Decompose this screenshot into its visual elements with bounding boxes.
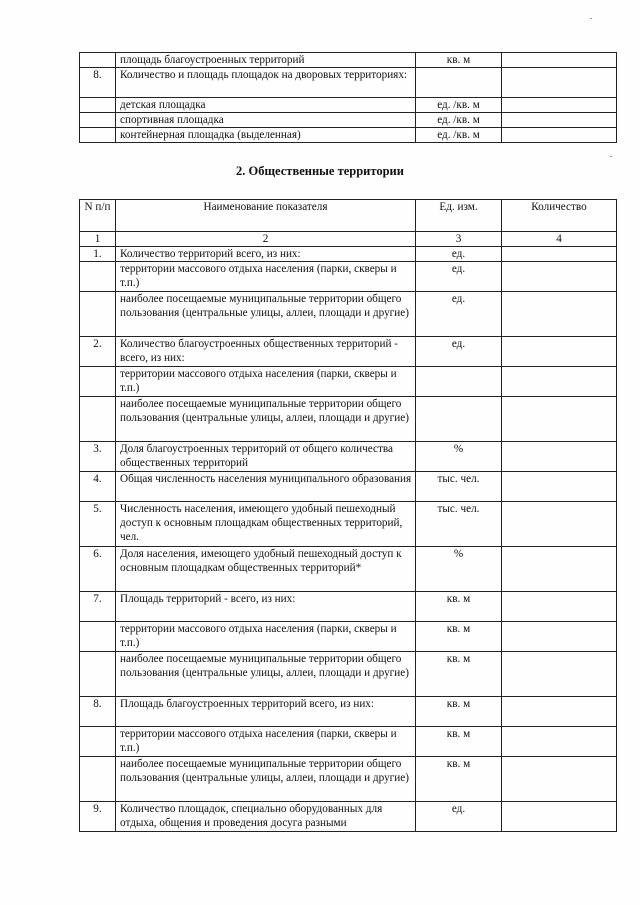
indicator-name: площадь благоустроенных территорий xyxy=(116,53,416,68)
quantity-cell xyxy=(502,247,617,262)
unit-cell: кв. м xyxy=(416,652,502,697)
table-row xyxy=(80,727,617,757)
row-number xyxy=(80,757,116,802)
table-row xyxy=(80,802,617,832)
indicator-name: наиболее посещаемые муниципальные территории общего пользования (центральные улицы, аллеи, площади и другие) xyxy=(116,757,416,802)
unit-cell: ед. xyxy=(416,292,502,337)
table-row xyxy=(80,592,617,622)
unit-cell: кв. м xyxy=(416,757,502,802)
quantity-cell xyxy=(502,727,617,757)
quantity-cell xyxy=(502,547,617,592)
unit-cell xyxy=(416,367,502,397)
indicator-name: Общая численность населения муниципального образования xyxy=(116,472,416,502)
column-number: 2 xyxy=(116,232,416,247)
quantity-cell xyxy=(502,622,617,652)
header-row xyxy=(80,200,617,232)
table-row xyxy=(80,128,617,143)
table-row xyxy=(80,367,617,397)
row-number xyxy=(80,262,116,292)
table-row xyxy=(80,547,617,592)
column-number: 3 xyxy=(416,232,502,247)
unit-cell: ед. /кв. м xyxy=(416,98,502,113)
indicator-name: наиболее посещаемые муниципальные территории общего пользования (центральные улицы, аллеи, площади и другие) xyxy=(116,397,416,442)
table-row xyxy=(80,262,617,292)
unit-cell: ед. /кв. м xyxy=(416,113,502,128)
quantity-cell xyxy=(502,53,617,68)
row-number xyxy=(80,652,116,697)
unit-cell: кв. м xyxy=(416,622,502,652)
unit-cell: кв. м xyxy=(416,697,502,727)
table-row xyxy=(80,622,617,652)
table-row xyxy=(80,247,617,262)
unit-cell: ед. xyxy=(416,802,502,832)
quantity-cell xyxy=(502,98,617,113)
quantity-cell xyxy=(502,337,617,367)
top-table xyxy=(79,52,617,143)
indicator-name: Площадь благоустроенных территорий всего, из них: xyxy=(116,697,416,727)
table-row xyxy=(80,652,617,697)
column-number: 1 xyxy=(80,232,116,247)
unit-cell: ед. xyxy=(416,262,502,292)
table-row xyxy=(80,757,617,802)
indicator-name: Количество площадок, специально оборудованных для отдыха, общения и проведения досуга разными xyxy=(116,802,416,832)
row-number xyxy=(80,622,116,652)
table-row xyxy=(80,442,617,472)
unit-cell xyxy=(416,68,502,98)
quantity-cell xyxy=(502,652,617,697)
row-number: 6. xyxy=(80,547,116,592)
quantity-cell xyxy=(502,592,617,622)
indicator-name: Количество и площадь площадок на дворовых территориях: xyxy=(116,68,416,98)
row-number: 8. xyxy=(80,68,116,98)
quantity-cell xyxy=(502,128,617,143)
row-number: 7. xyxy=(80,592,116,622)
row-number: 3. xyxy=(80,442,116,472)
quantity-cell xyxy=(502,367,617,397)
quantity-cell xyxy=(502,502,617,547)
unit-cell: кв. м xyxy=(416,727,502,757)
row-number xyxy=(80,113,116,128)
table-row xyxy=(80,472,617,502)
row-number xyxy=(80,367,116,397)
scan-speck xyxy=(610,156,612,157)
indicator-name: контейнерная площадка (выделенная) xyxy=(116,128,416,143)
unit-cell: % xyxy=(416,442,502,472)
quantity-cell xyxy=(502,697,617,727)
row-number xyxy=(80,128,116,143)
quantity-cell xyxy=(502,397,617,442)
indicator-name: наиболее посещаемые муниципальные территории общего пользования (центральные улицы, аллеи, площади и другие) xyxy=(116,292,416,337)
indicator-name: Численность населения, имеющего удобный пешеходный доступ к основным площадкам общественных территорий, чел. xyxy=(116,502,416,547)
header-unit: Ед. изм. xyxy=(416,200,502,232)
unit-cell: кв. м xyxy=(416,592,502,622)
quantity-cell xyxy=(502,262,617,292)
column-number: 4 xyxy=(502,232,617,247)
indicator-name: территории массового отдыха населения (парки, скверы и т.п.) xyxy=(116,622,416,652)
quantity-cell xyxy=(502,757,617,802)
quantity-cell xyxy=(502,292,617,337)
row-number xyxy=(80,98,116,113)
indicator-name: территории массового отдыха населения (парки, скверы и т.п.) xyxy=(116,367,416,397)
indicator-name: Доля благоустроенных территорий от общего количества общественных территорий xyxy=(116,442,416,472)
unit-cell: тыс. чел. xyxy=(416,502,502,547)
unit-cell xyxy=(416,397,502,442)
indicator-name: детская площадка xyxy=(116,98,416,113)
header-qty: Количество xyxy=(502,200,617,232)
row-number: 4. xyxy=(80,472,116,502)
row-number xyxy=(80,292,116,337)
quantity-cell xyxy=(502,113,617,128)
indicators-table xyxy=(79,199,617,832)
indicator-name: территории массового отдыха населения (парки, скверы и т.п.) xyxy=(116,727,416,757)
quantity-cell xyxy=(502,802,617,832)
table-row xyxy=(80,697,617,727)
indicator-name: Количество территорий всего, из них: xyxy=(116,247,416,262)
quantity-cell xyxy=(502,442,617,472)
row-number: 9. xyxy=(80,802,116,832)
header-name: Наименование показателя xyxy=(116,200,416,232)
indicator-name: спортивная площадка xyxy=(116,113,416,128)
unit-cell: кв. м xyxy=(416,53,502,68)
row-number: 8. xyxy=(80,697,116,727)
table-row xyxy=(80,113,617,128)
indicator-name: Количество благоустроенных общественных территорий - всего, из них: xyxy=(116,337,416,367)
unit-cell: тыс. чел. xyxy=(416,472,502,502)
table-row xyxy=(80,292,617,337)
header-num: N п/п xyxy=(80,200,116,232)
table-row xyxy=(80,68,617,98)
row-number xyxy=(80,53,116,68)
scan-speck xyxy=(590,18,592,19)
table-row xyxy=(80,98,617,113)
row-number: 5. xyxy=(80,502,116,547)
unit-cell: ед. /кв. м xyxy=(416,128,502,143)
section-title: 2. Общественные территории xyxy=(236,164,404,178)
quantity-cell xyxy=(502,68,617,98)
unit-cell: ед. xyxy=(416,337,502,367)
unit-cell: ед. xyxy=(416,247,502,262)
table-row xyxy=(80,337,617,367)
table-row xyxy=(80,53,617,68)
indicator-name: территории массового отдыха населения (парки, скверы и т.п.) xyxy=(116,262,416,292)
indicator-name: наиболее посещаемые муниципальные территории общего пользования (центральные улицы, аллеи, площади и другие) xyxy=(116,652,416,697)
indicator-name: Доля населения, имеющего удобный пешеходный доступ к основным площадкам общественных территорий* xyxy=(116,547,416,592)
quantity-cell xyxy=(502,472,617,502)
table-row xyxy=(80,397,617,442)
unit-cell: % xyxy=(416,547,502,592)
row-number: 2. xyxy=(80,337,116,367)
table-row xyxy=(80,502,617,547)
indicator-name: Площадь территорий - всего, из них: xyxy=(116,592,416,622)
row-number xyxy=(80,727,116,757)
row-number xyxy=(80,397,116,442)
row-number: 1. xyxy=(80,247,116,262)
column-numbers-row xyxy=(80,232,617,247)
